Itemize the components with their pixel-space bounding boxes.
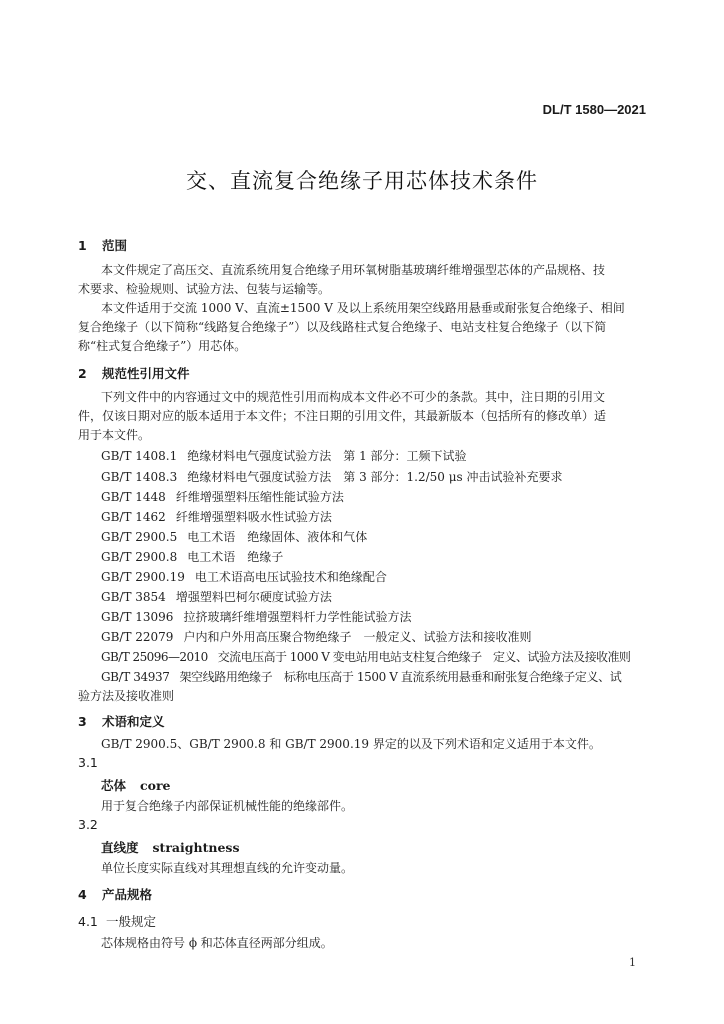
reference-title: 绝缘材料电气强度试验方法 第 3 部分：1.2/50 μs 冲击试验补充要求 <box>187 470 563 484</box>
section-2-heading <box>78 364 190 382</box>
paragraph-line: 术要求、检验规则、试验方法、包装与运输等。 <box>78 282 331 296</box>
reference-code: GB/T 1448 <box>101 490 166 504</box>
reference-item <box>101 547 283 567</box>
section-number: 4 <box>78 887 87 902</box>
paragraph-line: 用于本文件。 <box>78 428 151 442</box>
paragraph-line: 下列文件中的内容通过文中的规范性引用而构成本文件必不可少的条款。其中，注日期的引用文 <box>101 390 606 404</box>
reference-title: 交流电压高于 1000 V 变电站用电站支柱复合绝缘子 定义、试验方法及接收准则 <box>217 650 631 664</box>
subsection-4-1-heading <box>78 912 156 930</box>
reference-code: GB/T 1408.3 <box>101 470 178 484</box>
reference-title: 纤维增强塑料压缩性能试验方法 <box>175 490 344 504</box>
reference-item <box>101 587 332 607</box>
term-number: 3.1 <box>78 755 98 770</box>
reference-code: GB/T 1408.1 <box>101 449 178 463</box>
subsection-title: 一般规定 <box>106 914 157 929</box>
reference-item <box>101 667 621 687</box>
reference-title: 电工术语 绝缘固体、液体和气体 <box>187 530 368 544</box>
reference-title: 绝缘材料电气强度试验方法 第 1 部分：工频下试验 <box>187 449 467 463</box>
reference-item <box>101 467 563 487</box>
paragraph-line: 复合绝缘子（以下简称“线路复合绝缘子”）以及线路柱式复合绝缘子、电站支柱复合绝缘子（以下简 <box>78 320 607 334</box>
term-zh: 直线度 <box>101 840 139 855</box>
section-number: 2 <box>78 366 87 381</box>
reference-title: 拉挤玻璃纤维增强塑料杆力学性能试验方法 <box>183 610 412 624</box>
reference-code: GB/T 34937 <box>101 670 170 684</box>
reference-title: 户内和户外用高压聚合物绝缘子 一般定义、试验方法和接收准则 <box>183 630 532 644</box>
term-en: straightness <box>152 840 240 855</box>
reference-code: GB/T 2900.19 <box>101 570 185 584</box>
reference-code: GB/T 25096—2010 <box>101 650 208 664</box>
paragraph-line: 芯体规格由符号 ϕ 和芯体直径两部分组成。 <box>101 936 333 950</box>
reference-code: GB/T 13096 <box>101 610 174 624</box>
subsection-number: 4.1 <box>78 914 98 929</box>
reference-item <box>101 507 332 527</box>
paragraph-line: GB/T 2900.5、GB/T 2900.8 和 GB/T 2900.19 界定的以及下列术语和定义适用于本文件。 <box>101 737 601 751</box>
reference-item <box>101 446 467 466</box>
section-number: 1 <box>78 238 87 253</box>
paragraph-line: 本文件适用于交流 1000 V、直流±1500 V 及以上系统用架空线路用悬垂或耐张复合绝缘子、相间 <box>101 301 625 315</box>
reference-title: 电工术语高电压试验技术和绝缘配合 <box>194 570 387 584</box>
reference-title: 电工术语 绝缘子 <box>187 550 284 564</box>
section-title: 规范性引用文件 <box>102 366 190 381</box>
reference-code: GB/T 3854 <box>101 590 166 604</box>
term-number: 3.2 <box>78 817 98 832</box>
reference-code: GB/T 22079 <box>101 630 174 644</box>
reference-item <box>101 607 411 627</box>
reference-code: GB/T 2900.8 <box>101 550 178 564</box>
section-3-heading <box>78 712 165 730</box>
standard-code: DL/T 1580—2021 <box>542 102 646 117</box>
reference-code: GB/T 1462 <box>101 510 166 524</box>
section-4-heading <box>78 885 152 903</box>
reference-code: GB/T 2900.5 <box>101 530 178 544</box>
document-title: 交、直流复合绝缘子用芯体技术条件 <box>186 169 538 193</box>
page-number: 1 <box>629 956 636 969</box>
reference-title: 纤维增强塑料吸水性试验方法 <box>175 510 332 524</box>
reference-title: 架空线路用绝缘子 标称电压高于 1500 V 直流系统用悬垂和耐张复合绝缘子定义、试 <box>179 670 622 684</box>
section-title: 产品规格 <box>102 887 153 902</box>
reference-item <box>101 627 531 647</box>
paragraph-line: 本文件规定了高压交、直流系统用复合绝缘子用环氧树脂基玻璃纤维增强型芯体的产品规格、技 <box>101 263 606 277</box>
paragraph-line: 称“柱式复合绝缘子”）用芯体。 <box>78 339 247 353</box>
term-heading <box>101 838 239 856</box>
section-number: 3 <box>78 714 87 729</box>
term-heading <box>101 776 171 794</box>
term-en: core <box>140 778 171 793</box>
term-definition: 单位长度实际直线对其理想直线的允许变动量。 <box>101 861 354 875</box>
reference-item <box>101 567 387 587</box>
reference-item <box>101 527 367 547</box>
paragraph-line: 件，仅该日期对应的版本适用于本文件；不注日期的引用文件，其最新版本（包括所有的修改单）适 <box>78 409 607 423</box>
term-zh: 芯体 <box>101 778 127 793</box>
reference-item <box>101 487 344 507</box>
section-1-heading <box>78 236 127 254</box>
section-title: 范围 <box>102 238 128 253</box>
reference-title: 增强塑料巴柯尔硬度试验方法 <box>175 590 332 604</box>
section-title: 术语和定义 <box>102 714 165 729</box>
reference-item <box>101 647 630 667</box>
reference-continuation: 验方法及接收准则 <box>78 689 175 703</box>
term-definition: 用于复合绝缘子内部保证机械性能的绝缘部件。 <box>101 799 354 813</box>
